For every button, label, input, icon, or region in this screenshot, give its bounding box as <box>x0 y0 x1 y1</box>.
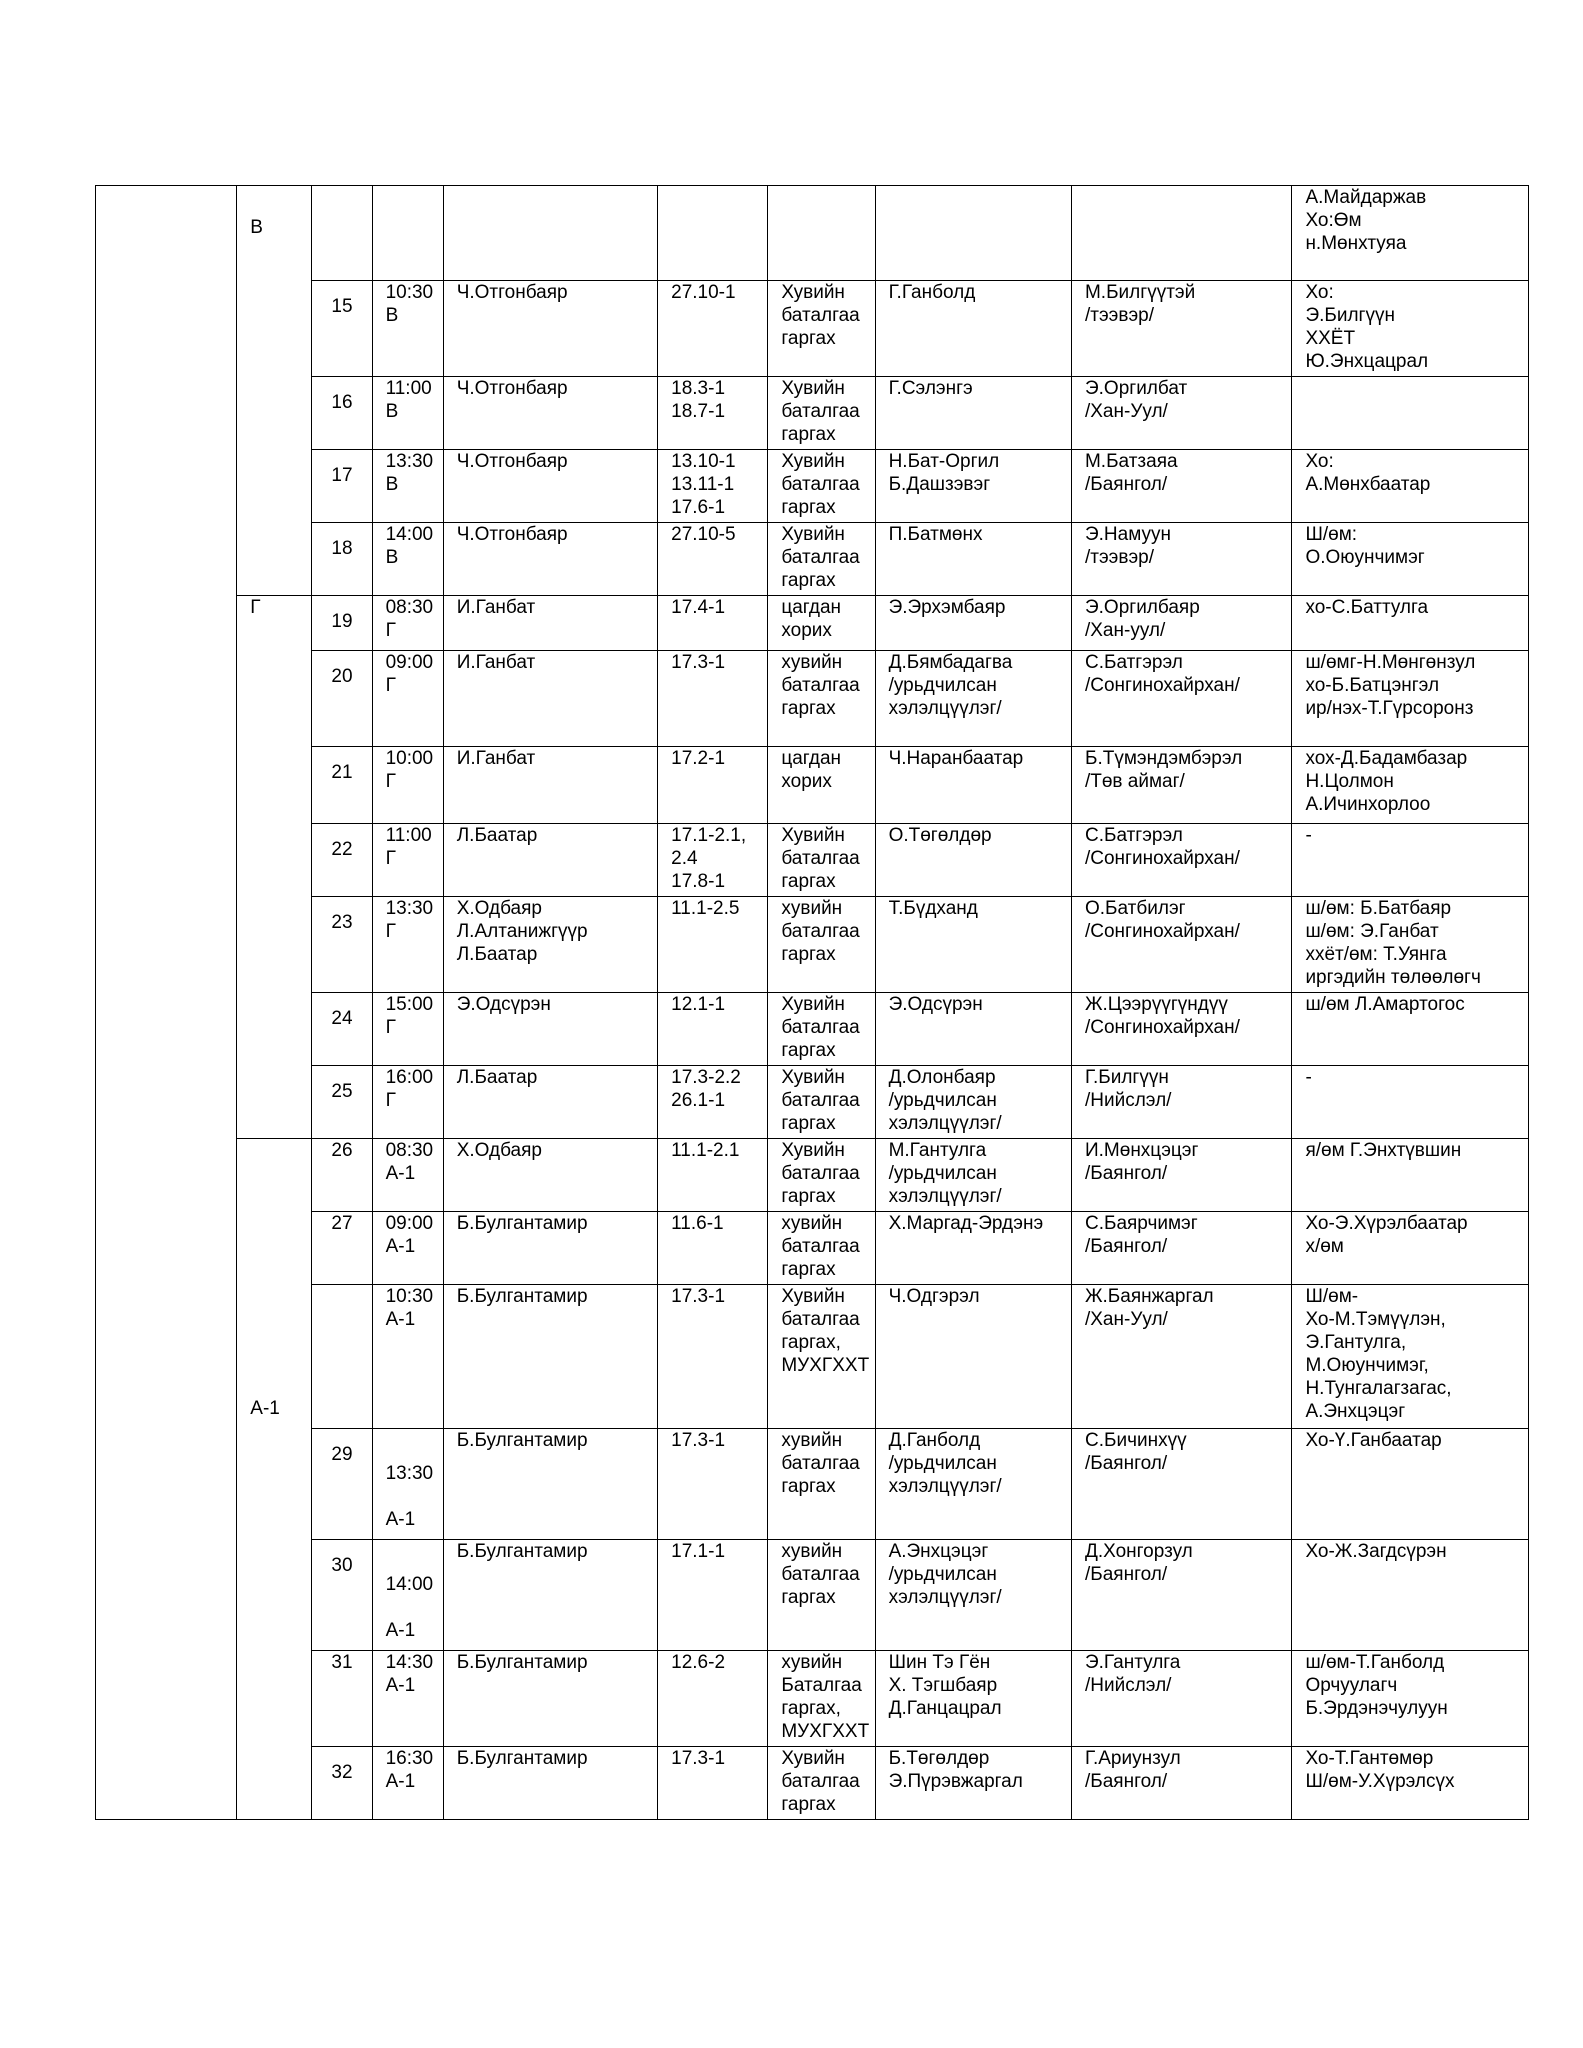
note-cell: Хо: А.Мөнхбаатар <box>1292 450 1529 523</box>
row-number: 24 <box>312 993 372 1066</box>
note-cell: - <box>1292 824 1529 897</box>
judge-cell: Л.Баатар <box>443 1066 657 1139</box>
prosecutor-cell <box>1071 186 1291 281</box>
row-number: 31 <box>312 1651 372 1747</box>
group-label-g: Г <box>237 596 312 1139</box>
defendant-cell: М.Гантулга /урьдчилсан хэлэлцүүлэг/ <box>875 1139 1071 1212</box>
article-cell: 17.1-1 <box>658 1540 768 1651</box>
article-cell: 17.2-1 <box>658 747 768 824</box>
article-cell: 13.10-1 13.11-1 17.6-1 <box>658 450 768 523</box>
row-number: 17 <box>312 450 372 523</box>
time-cell: 16:00 Г <box>372 1066 443 1139</box>
prosecutor-cell: Э.Намуун /тээвэр/ <box>1071 523 1291 596</box>
article-cell: 11.6-1 <box>658 1212 768 1285</box>
note-cell: ш/өм-Т.Ганболд Орчуулагч Б.Эрдэнэчулуун <box>1292 1651 1529 1747</box>
table-row <box>96 596 1529 651</box>
article-cell: 11.1-2.5 <box>658 897 768 993</box>
time-cell: 14:00 А-1 <box>372 1540 443 1651</box>
judge-cell: И.Ганбат <box>443 747 657 824</box>
judge-cell: Х.Одбаяр <box>443 1139 657 1212</box>
type-cell: цагдан хорих <box>768 747 875 824</box>
article-cell: 12.1-1 <box>658 993 768 1066</box>
defendant-cell: Ч.Одгэрэл <box>875 1285 1071 1429</box>
row-number: 16 <box>312 377 372 450</box>
row-number: 23 <box>312 897 372 993</box>
type-cell: хувийн баталгаа гаргах <box>768 1212 875 1285</box>
judge-cell: И.Ганбат <box>443 596 657 651</box>
defendant-cell: Д.Олонбаяр /урьдчилсан хэлэлцүүлэг/ <box>875 1066 1071 1139</box>
defendant-cell: Д.Бямбадагва /урьдчилсан хэлэлцүүлэг/ <box>875 651 1071 747</box>
article-cell: 17.3-2.2 26.1-1 <box>658 1066 768 1139</box>
judge-cell: Б.Булгантамир <box>443 1285 657 1429</box>
article-cell: 11.1-2.1 <box>658 1139 768 1212</box>
note-cell: Ш/өм- Хо-М.Тэмүүлэн, Э.Гантулга, М.Оюунчимэг, Н.Тунгалагзагас, А.Энхцэцэг <box>1292 1285 1529 1429</box>
defendant-cell: О.Төгөлдөр <box>875 824 1071 897</box>
row-number: 22 <box>312 824 372 897</box>
prosecutor-cell: С.Батгэрэл /Сонгинохайрхан/ <box>1071 651 1291 747</box>
prosecutor-cell: С.Баярчимэг /Баянгол/ <box>1071 1212 1291 1285</box>
row-number: 32 <box>312 1747 372 1820</box>
article-cell: 18.3-1 18.7-1 <box>658 377 768 450</box>
judge-cell: Э.Одсүрэн <box>443 993 657 1066</box>
type-cell: Хувийн баталгаа гаргах <box>768 993 875 1066</box>
note-cell: ш/өмг-Н.Мөнгөнзул хо-Б.Батцэнгэл ир/нэх-Т.Гүрсоронз <box>1292 651 1529 747</box>
defendant-cell: Д.Ганболд /урьдчилсан хэлэлцүүлэг/ <box>875 1429 1071 1540</box>
defendant-cell: Б.Төгөлдөр Э.Пүрэвжаргал <box>875 1747 1071 1820</box>
judge-cell: Б.Булгантамир <box>443 1651 657 1747</box>
type-cell: Хувийн баталгаа гаргах <box>768 450 875 523</box>
type-cell: хувийн баталгаа гаргах <box>768 897 875 993</box>
note-cell: я/өм Г.Энхтүвшин <box>1292 1139 1529 1212</box>
judge-cell: Ч.Отгонбаяр <box>443 377 657 450</box>
judge-cell: Б.Булгантамир <box>443 1540 657 1651</box>
time-cell: 15:00 Г <box>372 993 443 1066</box>
row-number: 30 <box>312 1540 372 1651</box>
prosecutor-cell: Э.Оргилбат /Хан-Уул/ <box>1071 377 1291 450</box>
defendant-cell: Н.Бат-Оргил Б.Дашзэвэг <box>875 450 1071 523</box>
prosecutor-cell: С.Бичинхүү /Баянгол/ <box>1071 1429 1291 1540</box>
article-cell: 12.6-2 <box>658 1651 768 1747</box>
prosecutor-cell: Э.Гантулга /Нийслэл/ <box>1071 1651 1291 1747</box>
prosecutor-cell: И.Мөнхцэцэг /Баянгол/ <box>1071 1139 1291 1212</box>
time-cell: 10:00 Г <box>372 747 443 824</box>
judge-cell: Б.Булгантамир <box>443 1429 657 1540</box>
time-cell <box>372 186 443 281</box>
time-cell: 11:00 В <box>372 377 443 450</box>
note-cell: Хо-Ж.Загдсүрэн <box>1292 1540 1529 1651</box>
type-cell: Хувийн баталгаа гаргах <box>768 1139 875 1212</box>
time-cell: 10:30 А-1 <box>372 1285 443 1429</box>
prosecutor-cell: М.Билгүүтэй /тээвэр/ <box>1071 281 1291 377</box>
prosecutor-cell: Г.Билгүүн /Нийслэл/ <box>1071 1066 1291 1139</box>
left-blank-column <box>96 186 237 1820</box>
row-number: 21 <box>312 747 372 824</box>
defendant-cell: П.Батмөнх <box>875 523 1071 596</box>
time-cell: 08:30 А-1 <box>372 1139 443 1212</box>
note-cell: хо-С.Баттулга <box>1292 596 1529 651</box>
defendant-cell: Т.Бүдханд <box>875 897 1071 993</box>
prosecutor-cell: Ж.Цээрүүгүндүү /Сонгинохайрхан/ <box>1071 993 1291 1066</box>
prosecutor-cell: Э.Оргилбаяр /Хан-уул/ <box>1071 596 1291 651</box>
group-label-b: В <box>237 186 312 596</box>
prosecutor-cell: С.Батгэрэл /Сонгинохайрхан/ <box>1071 824 1291 897</box>
type-cell <box>768 186 875 281</box>
article-cell: 27.10-5 <box>658 523 768 596</box>
time-cell: 14:30 А-1 <box>372 1651 443 1747</box>
prosecutor-cell: Б.Түмэндэмбэрэл /Төв аймаг/ <box>1071 747 1291 824</box>
type-cell: хувийн Баталгаа гаргах, МУХГХХТ <box>768 1651 875 1747</box>
prosecutor-cell: О.Батбилэг /Сонгинохайрхан/ <box>1071 897 1291 993</box>
article-cell: 17.1-2.1, 2.4 17.8-1 <box>658 824 768 897</box>
defendant-cell: Э.Эрхэмбаяр <box>875 596 1071 651</box>
type-cell: хувийн баталгаа гаргах <box>768 1429 875 1540</box>
time-cell: 13:30 Г <box>372 897 443 993</box>
time-cell: 13:30 А-1 <box>372 1429 443 1540</box>
article-cell <box>658 186 768 281</box>
row-number: 27 <box>312 1212 372 1285</box>
row-number: 25 <box>312 1066 372 1139</box>
judge-cell: Ч.Отгонбаяр <box>443 450 657 523</box>
note-cell <box>1292 377 1529 450</box>
type-cell: хувийн баталгаа гаргах <box>768 651 875 747</box>
row-number: 29 <box>312 1429 372 1540</box>
judge-cell: Б.Булгантамир <box>443 1747 657 1820</box>
prosecutor-cell: Д.Хонгорзул /Баянгол/ <box>1071 1540 1291 1651</box>
note-cell: ш/өм: Б.Батбаяр ш/өм: Э.Ганбат ххёт/өм: Т.Уянга иргэдийн төлөөлөгч <box>1292 897 1529 993</box>
type-cell: Хувийн баталгаа гаргах <box>768 1747 875 1820</box>
time-cell: 09:00 Г <box>372 651 443 747</box>
judge-cell: Ч.Отгонбаяр <box>443 523 657 596</box>
note-cell: Ш/өм: О.Оюунчимэг <box>1292 523 1529 596</box>
note-cell: хох-Д.Бадамбазар Н.Цолмон А.Ичинхорлоо <box>1292 747 1529 824</box>
judge-cell: Б.Булгантамир <box>443 1212 657 1285</box>
row-number <box>312 1285 372 1429</box>
row-number: 18 <box>312 523 372 596</box>
type-cell: хувийн баталгаа гаргах <box>768 1540 875 1651</box>
group-label-a1: А-1 <box>237 1139 312 1820</box>
article-cell: 17.3-1 <box>658 1429 768 1540</box>
time-cell: 13:30 В <box>372 450 443 523</box>
time-cell: 09:00 А-1 <box>372 1212 443 1285</box>
defendant-cell: Г.Ганболд <box>875 281 1071 377</box>
prosecutor-cell: Ж.Баянжаргал /Хан-Уул/ <box>1071 1285 1291 1429</box>
row-number: 15 <box>312 281 372 377</box>
judge-cell: Х.Одбаяр Л.Алтанижгүүр Л.Баатар <box>443 897 657 993</box>
time-cell: 14:00 В <box>372 523 443 596</box>
judge-cell <box>443 186 657 281</box>
judge-cell: Л.Баатар <box>443 824 657 897</box>
type-cell: Хувийн баталгаа гаргах, МУХГХХТ <box>768 1285 875 1429</box>
article-cell: 17.3-1 <box>658 1285 768 1429</box>
row-number <box>312 186 372 281</box>
time-cell: 16:30 А-1 <box>372 1747 443 1820</box>
time-cell: 11:00 Г <box>372 824 443 897</box>
note-cell: Хо: Э.Билгүүн ХХЁТ Ю.Энхцацрал <box>1292 281 1529 377</box>
type-cell: Хувийн баталгаа гаргах <box>768 377 875 450</box>
article-cell: 17.3-1 <box>658 651 768 747</box>
defendant-cell: Х.Маргад-Эрдэнэ <box>875 1212 1071 1285</box>
time-cell: 08:30 Г <box>372 596 443 651</box>
defendant-cell: Э.Одсүрэн <box>875 993 1071 1066</box>
table-row <box>96 186 1529 281</box>
type-cell: Хувийн баталгаа гаргах <box>768 523 875 596</box>
defendant-cell: Ч.Наранбаатар <box>875 747 1071 824</box>
article-cell: 17.4-1 <box>658 596 768 651</box>
judge-cell: И.Ганбат <box>443 651 657 747</box>
defendant-cell: А.Энхцэцэг /урьдчилсан хэлэлцүүлэг/ <box>875 1540 1071 1651</box>
prosecutor-cell: Г.Ариунзул /Баянгол/ <box>1071 1747 1291 1820</box>
defendant-cell <box>875 186 1071 281</box>
note-cell: ш/өм Л.Амартогос <box>1292 993 1529 1066</box>
note-cell: А.Майдаржав Хо:Өм н.Мөнхтуяа <box>1292 186 1529 281</box>
type-cell: Хувийн баталгаа гаргах <box>768 824 875 897</box>
time-cell: 10:30 В <box>372 281 443 377</box>
note-cell: Хо-Т.Гантөмөр Ш/өм-У.Хүрэлсүх <box>1292 1747 1529 1820</box>
type-cell: Хувийн баталгаа гаргах <box>768 281 875 377</box>
type-cell: цагдан хорих <box>768 596 875 651</box>
row-number: 20 <box>312 651 372 747</box>
defendant-cell: Шин Тэ Гён Х. Тэгшбаяр Д.Ганцацрал <box>875 1651 1071 1747</box>
type-cell: Хувийн баталгаа гаргах <box>768 1066 875 1139</box>
note-cell: - <box>1292 1066 1529 1139</box>
article-cell: 27.10-1 <box>658 281 768 377</box>
schedule-table <box>95 185 1529 1820</box>
note-cell: Хо-Э.Хүрэлбаатар х/өм <box>1292 1212 1529 1285</box>
table-row <box>96 1139 1529 1212</box>
row-number: 26 <box>312 1139 372 1212</box>
row-number: 19 <box>312 596 372 651</box>
note-cell: Хо-Ү.Ганбаатар <box>1292 1429 1529 1540</box>
article-cell: 17.3-1 <box>658 1747 768 1820</box>
prosecutor-cell: М.Батзаяа /Баянгол/ <box>1071 450 1291 523</box>
defendant-cell: Г.Сэлэнгэ <box>875 377 1071 450</box>
judge-cell: Ч.Отгонбаяр <box>443 281 657 377</box>
